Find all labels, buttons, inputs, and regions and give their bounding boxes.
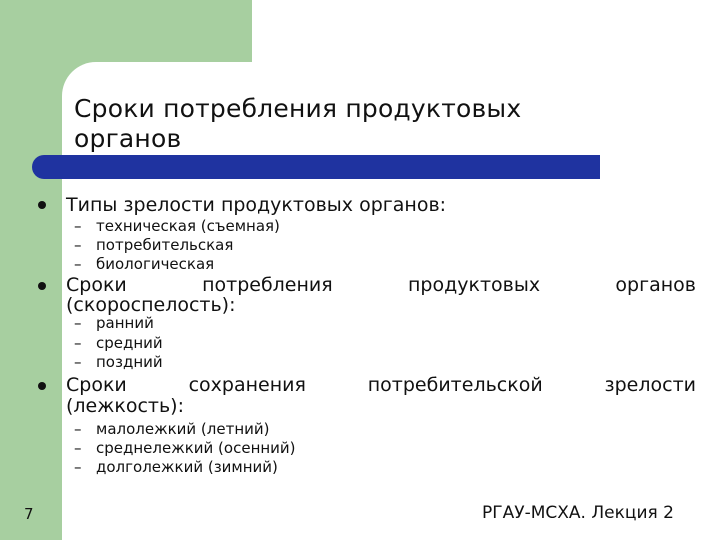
list-item-label: ранний: [96, 314, 154, 332]
list-item: [74, 352, 163, 372]
dash-icon: –: [74, 255, 82, 273]
green-side-strip: [0, 0, 62, 540]
dash-icon: –: [74, 236, 82, 254]
list-item-label: средний: [96, 334, 163, 352]
slide-title-line1: Сроки потребления продуктовых: [74, 94, 522, 123]
list-item: [74, 419, 270, 439]
heading-word: Сроки: [66, 274, 127, 296]
dash-icon: –: [74, 217, 82, 235]
section-1-heading: Типы зрелости продуктовых органов:: [66, 194, 447, 216]
dash-icon: –: [74, 314, 82, 332]
list-item: [74, 457, 278, 477]
heading-word: продуктовых: [408, 274, 541, 296]
section-2-heading: [66, 275, 696, 295]
list-item-label: биологическая: [96, 255, 215, 273]
list-item: [74, 313, 154, 333]
dash-icon: –: [74, 458, 82, 476]
heading-word: потребительской: [367, 374, 543, 396]
heading-word: потребления: [202, 274, 333, 296]
list-item-label: поздний: [96, 353, 163, 371]
slide-title-line2: органов: [74, 124, 182, 153]
dash-icon: –: [74, 439, 82, 457]
bullet-icon: [38, 201, 46, 209]
section-3-heading-line2: (лежкость):: [66, 395, 184, 417]
list-item: [74, 254, 214, 274]
footer-source: РГАУ-МСХА. Лекция 2: [482, 503, 674, 523]
section-3-heading: [66, 375, 696, 395]
page-number: 7: [24, 505, 34, 523]
dash-icon: –: [74, 420, 82, 438]
list-item: [74, 235, 233, 255]
list-item-label: среднележкий (осенний): [96, 439, 296, 457]
dash-icon: –: [74, 334, 82, 352]
list-item: [74, 438, 296, 458]
list-item: [74, 333, 163, 353]
list-item-label: малолежкий (летний): [96, 420, 270, 438]
list-item-label: потребительская: [96, 236, 234, 254]
heading-word: сохранения: [188, 374, 306, 396]
list-item-label: долголежкий (зимний): [96, 458, 278, 476]
title-underline-bar: [32, 155, 600, 179]
slide-title: [74, 94, 674, 154]
list-item-label: техническая (съемная): [96, 217, 280, 235]
heading-word: органов: [615, 274, 696, 296]
bullet-icon: [38, 382, 46, 390]
dash-icon: –: [74, 353, 82, 371]
bullet-icon: [38, 282, 46, 290]
section-2-heading-line2: (скороспелость):: [66, 294, 236, 316]
list-item: [74, 216, 280, 236]
heading-word: зрелости: [604, 374, 696, 396]
heading-word: Сроки: [66, 374, 127, 396]
